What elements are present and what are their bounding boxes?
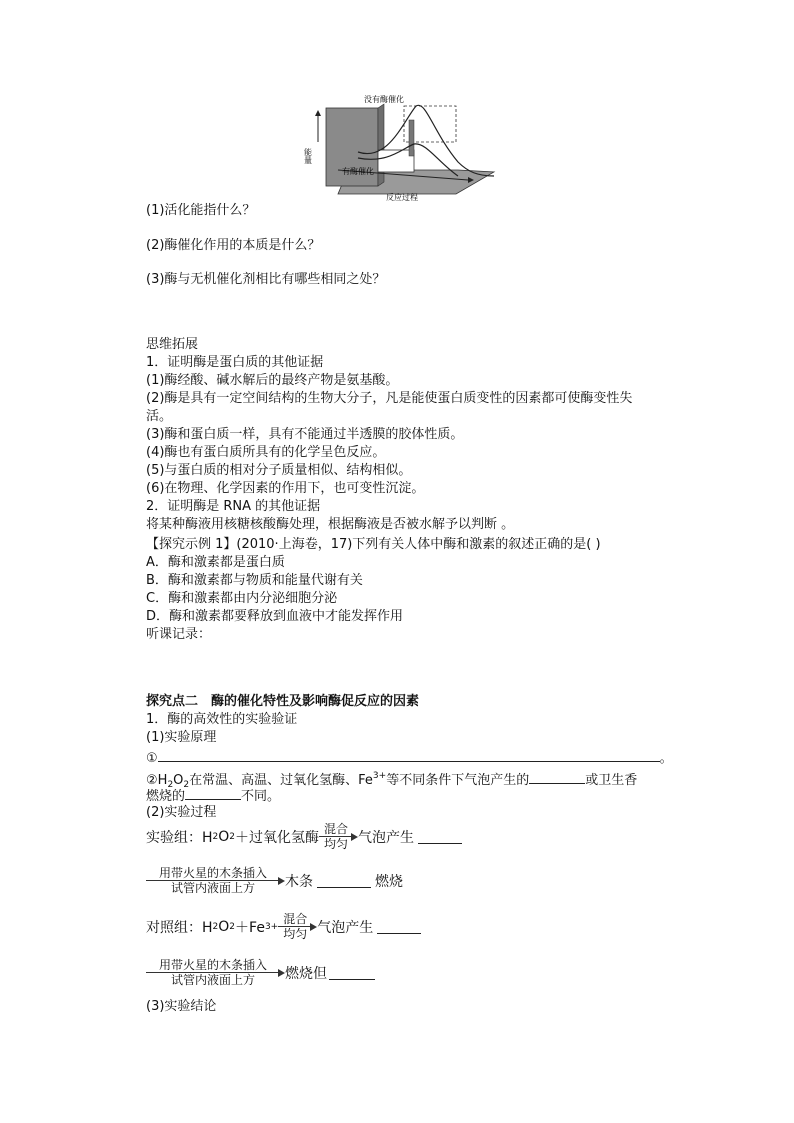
section2-title: 探究点二 酶的催化特性及影响酶促反应的因素 xyxy=(146,694,420,709)
principle-heading: (1)实验原理 xyxy=(146,730,217,745)
example-option: C．酶和激素都由内分泌细胞分泌 xyxy=(146,591,338,606)
thinking-line: 2．证明酶是 RNA 的其他证据 xyxy=(146,499,321,514)
example-stem: 【探究示例 1】(2010·上海卷，17)下列有关人体中酶和激素的叙述正确的是( ) xyxy=(146,537,601,552)
conclusion-heading: (3)实验结论 xyxy=(146,999,217,1014)
thinking-line: 1．证明酶是蛋白质的其他证据 xyxy=(146,355,324,370)
activation-energy-figure xyxy=(303,92,508,204)
fill-blank[interactable] xyxy=(329,966,375,980)
thinking-line: 将某种酶液用核糖核酸酶处理，根据酶液是否被水解予以判断 。 xyxy=(146,517,515,532)
fill-blank[interactable] xyxy=(377,920,421,934)
thinking-line: (6)在物理、化学因素的作用下，也可变性沉淀。 xyxy=(146,481,425,496)
label-no-catalyst: 没有酶催化 xyxy=(364,95,404,104)
experiment-group-step2: $\frac{\text{用带火星的木条插入}}{\text{试管内液面上方}}$ 木条 燃烧 xyxy=(146,866,403,895)
thinking-line: 活。 xyxy=(146,409,173,424)
question-1: (1)活化能指什么？ xyxy=(146,203,256,218)
thinking-line: (2)酶是具有一定空间结构的生物大分子，凡是能使蛋白质变性的因素都可使酶变性失 xyxy=(146,391,633,406)
example-option: B．酶和激素都与物质和能量代谢有关 xyxy=(146,573,363,588)
fill-blank[interactable] xyxy=(317,874,371,888)
question-2: (2)酶催化作用的本质是什么？ xyxy=(146,238,321,253)
fill-blank[interactable] xyxy=(418,830,462,844)
label-process: 反应过程 xyxy=(386,193,418,202)
label-with-catalyst: 有酶催化 xyxy=(342,167,374,176)
section2-item1: 1．酶的高效性的实验验证 xyxy=(146,712,298,727)
thinking-title: 思维拓展 xyxy=(146,337,199,352)
fill-blank[interactable] xyxy=(158,748,660,762)
example-option: A．酶和激素都是蛋白质 xyxy=(146,555,285,570)
thinking-line: (1)酶经酸、碱水解后的最终产物是氨基酸。 xyxy=(146,373,399,388)
control-group-step2: $\frac{\text{用带火星的木条插入}}{\text{试管内液面上方}}$ 燃烧但 xyxy=(146,958,375,987)
principle-1: ① 。 xyxy=(146,748,673,767)
question-3: (3)酶与无机催化剂相比有哪些相同之处？ xyxy=(146,272,386,287)
label-energy: 能量 xyxy=(303,148,313,164)
control-group-formula: 对照组：H 2 O 2 ＋Fe 3+ $\frac{\text{混合}}{\text{均匀}}$ 气泡产生 xyxy=(146,912,421,941)
energy-bar xyxy=(409,120,414,156)
notes-label: 听课记录： xyxy=(146,627,212,642)
principle-2: $②H_2O_2$在常温、高温、过氧化氢酶、$Fe^{3+}$等不同条件下气泡产生的 或卫生香 xyxy=(146,771,638,790)
thinking-line: (3)酶和蛋白质一样，具有不能通过半透膜的胶体性质。 xyxy=(146,427,464,442)
example-option: D．酶和激素都要释放到血液中才能发挥作用 xyxy=(146,609,404,624)
principle-2-cont: 燃烧的 不同。 xyxy=(146,786,280,805)
process-heading: (2)实验过程 xyxy=(146,805,217,820)
fill-blank[interactable] xyxy=(529,770,585,784)
thinking-line: (5)与蛋白质的相对分子质量相似、结构相似。 xyxy=(146,463,412,478)
fill-blank[interactable] xyxy=(185,786,241,800)
experiment-group-formula: 实验组：H 2 O 2 ＋过氧化氢酶 $\frac{\text{混合}}{\text{均匀}}$ 气泡产生 xyxy=(146,822,462,851)
thinking-line: (4)酶也有蛋白质所具有的化学呈色反应。 xyxy=(146,445,386,460)
circled-1: ① xyxy=(146,751,158,766)
